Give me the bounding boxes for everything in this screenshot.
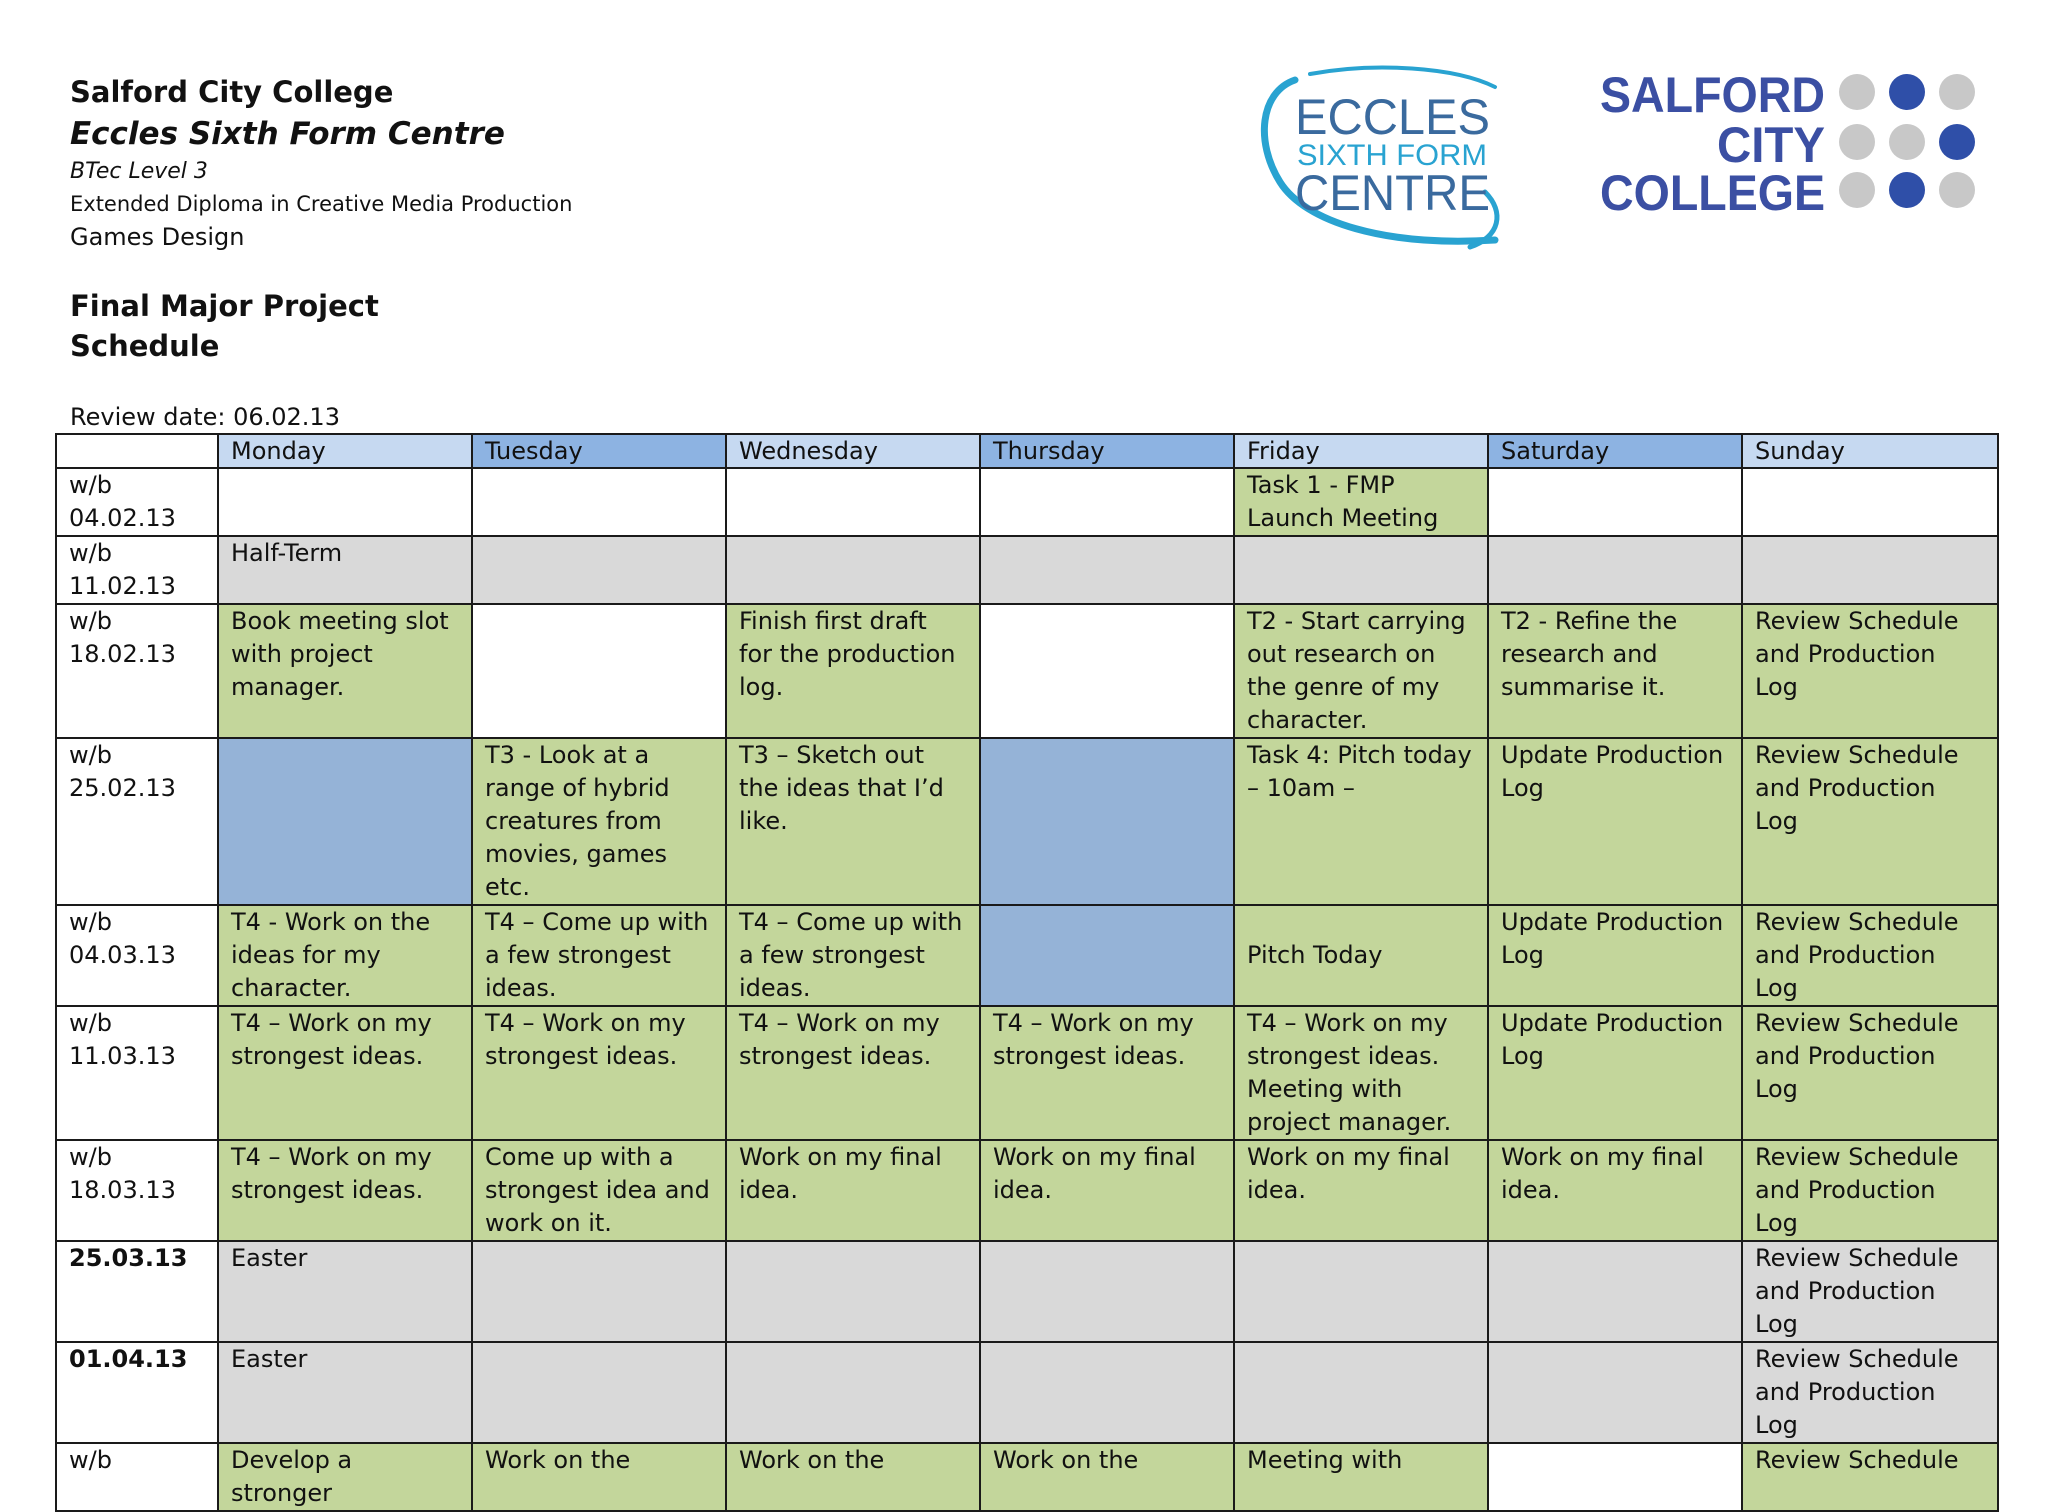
schedule-cell-text: T2 - Start carrying out research on the genre of my character. — [1247, 607, 1466, 734]
week-cell — [56, 1342, 218, 1443]
title-line-1: Final Major Project — [70, 289, 379, 323]
schedule-row — [56, 1006, 1998, 1140]
schedule-cell-text: T4 – Work on my strongest ideas. — [993, 1009, 1194, 1070]
week-cell — [56, 604, 218, 738]
week-label: 18.03.13 — [69, 1176, 176, 1204]
eccles-sixth-form-logo — [1255, 62, 1535, 252]
schedule-cell-text: Update Production Log — [1501, 741, 1724, 802]
schedule-row — [56, 604, 1998, 738]
schedule-cell-sunday — [1742, 905, 1998, 1006]
schedule-cell-friday — [1234, 1006, 1488, 1140]
logo-salford-text: SALFORD — [1600, 67, 1825, 123]
schedule-cell-wednesday — [726, 1241, 980, 1342]
schedule-cell-thursday — [980, 905, 1234, 1006]
schedule-cell-tuesday — [472, 1342, 726, 1443]
schedule-cell-sunday — [1742, 738, 1998, 905]
day-header-thursday: Thursday — [980, 434, 1234, 468]
week-label: w/b — [69, 607, 112, 635]
week-label: 11.03.13 — [69, 1042, 176, 1070]
course-diploma: Extended Diploma in Creative Media Production — [70, 192, 573, 216]
schedule-cell-text: Work on the — [739, 1446, 885, 1474]
schedule-cell-saturday — [1488, 468, 1742, 536]
schedule-cell-wednesday — [726, 905, 980, 1006]
schedule-cell-wednesday — [726, 468, 980, 536]
schedule-cell-text: Finish first draft for the production log. — [739, 607, 956, 701]
week-label: 25.03.13 — [69, 1244, 188, 1272]
week-cell — [56, 1140, 218, 1241]
schedule-cell-text: Develop a stronger — [231, 1446, 353, 1507]
schedule-cell-text: T4 – Work on my strongest ideas. — [231, 1143, 432, 1204]
course-level: BTec Level 3 — [70, 159, 208, 184]
week-cell — [56, 1241, 218, 1342]
schedule-cell-friday — [1234, 1443, 1488, 1511]
schedule-cell-text: Review Schedule and Production Log — [1755, 741, 1959, 835]
week-label: w/b — [69, 1143, 112, 1171]
week-cell — [56, 536, 218, 604]
schedule-cell-sunday — [1742, 468, 1998, 536]
day-header-friday: Friday — [1234, 434, 1488, 468]
schedule-cell-text: T4 – Work on my strongest ideas. Meeting with project manager. — [1247, 1009, 1452, 1136]
schedule-cell-wednesday — [726, 604, 980, 738]
schedule-cell-thursday — [980, 468, 1234, 536]
schedule-cell-text: Task 4: Pitch today – 10am – — [1247, 741, 1472, 802]
schedule-cell-saturday — [1488, 1241, 1742, 1342]
schedule-cell-monday — [218, 536, 472, 604]
schedule-cell-text: T4 – Come up with a few strongest ideas. — [485, 908, 709, 1002]
schedule-cell-text: T3 – Sketch out the ideas that I’d like. — [739, 741, 944, 835]
schedule-cell-monday — [218, 1443, 472, 1511]
course-pathway: Games Design — [70, 223, 245, 251]
week-label: 01.04.13 — [69, 1345, 188, 1373]
schedule-cell-monday — [218, 738, 472, 905]
salford-city-college-logo — [1595, 62, 1995, 222]
schedule-cell-text: Work on my final idea. — [739, 1143, 942, 1204]
week-label: 04.03.13 — [69, 941, 176, 969]
schedule-cell-thursday — [980, 1443, 1234, 1511]
schedule-cell-text: Pitch Today — [1247, 941, 1383, 969]
schedule-cell-wednesday — [726, 536, 980, 604]
schedule-cell-tuesday — [472, 738, 726, 905]
week-label: w/b — [69, 471, 112, 499]
week-label: w/b — [69, 1009, 112, 1037]
schedule-cell-monday — [218, 604, 472, 738]
schedule-table — [55, 433, 1999, 1512]
schedule-cell-text: T4 – Come up with a few strongest ideas. — [739, 908, 963, 1002]
college-name: Salford City College — [70, 75, 394, 109]
schedule-cell-sunday — [1742, 536, 1998, 604]
week-cell — [56, 738, 218, 905]
week-label: 25.02.13 — [69, 774, 176, 802]
schedule-row — [56, 1140, 1998, 1241]
schedule-cell-text: Work on my final idea. — [1247, 1143, 1450, 1204]
week-cell — [56, 905, 218, 1006]
schedule-cell-text: Half-Term — [231, 539, 343, 567]
schedule-cell-text: T3 - Look at a range of hybrid creatures from movies, games etc. — [485, 741, 670, 901]
schedule-cell-wednesday — [726, 738, 980, 905]
schedule-cell-text: Review Schedule — [1755, 1446, 1959, 1474]
schedule-cell-tuesday — [472, 1241, 726, 1342]
title-line-2: Schedule — [70, 329, 220, 363]
day-header-wednesday: Wednesday — [726, 434, 980, 468]
schedule-cell-friday — [1234, 468, 1488, 536]
schedule-cell-thursday — [980, 536, 1234, 604]
week-label: w/b — [69, 741, 112, 769]
day-header-saturday: Saturday — [1488, 434, 1742, 468]
schedule-cell-friday — [1234, 536, 1488, 604]
schedule-cell-saturday — [1488, 1342, 1742, 1443]
schedule-row — [56, 738, 1998, 905]
schedule-cell-monday — [218, 1241, 472, 1342]
schedule-cell-friday — [1234, 1241, 1488, 1342]
week-label: 18.02.13 — [69, 640, 176, 668]
schedule-cell-monday — [218, 905, 472, 1006]
schedule-row — [56, 536, 1998, 604]
schedule-cell-text: Work on my final idea. — [1501, 1143, 1704, 1204]
schedule-cell-text: Update Production Log — [1501, 908, 1724, 969]
week-label: w/b — [69, 1446, 112, 1474]
day-header-sunday: Sunday — [1742, 434, 1998, 468]
schedule-cell-text: Work on my final idea. — [993, 1143, 1196, 1204]
schedule-cell-monday — [218, 1006, 472, 1140]
schedule-cell-tuesday — [472, 1443, 726, 1511]
week-cell — [56, 468, 218, 536]
schedule-cell-text: Work on the — [993, 1446, 1139, 1474]
schedule-cell-sunday — [1742, 1342, 1998, 1443]
schedule-cell-saturday — [1488, 1443, 1742, 1511]
schedule-cell-saturday — [1488, 604, 1742, 738]
schedule-cell-text: Review Schedule and Production Log — [1755, 607, 1959, 701]
schedule-cell-saturday — [1488, 1140, 1742, 1241]
day-header-row — [56, 434, 1998, 468]
schedule-row — [56, 905, 1998, 1006]
schedule-cell-tuesday — [472, 1140, 726, 1241]
week-cell — [56, 1006, 218, 1140]
schedule-cell-wednesday — [726, 1342, 980, 1443]
week-cell — [56, 1443, 218, 1511]
logo-sixth-form-text: SIXTH FORM — [1297, 139, 1487, 172]
schedule-cell-monday — [218, 1342, 472, 1443]
schedule-cell-tuesday — [472, 604, 726, 738]
schedule-cell-thursday — [980, 738, 1234, 905]
schedule-cell-sunday — [1742, 604, 1998, 738]
schedule-cell-text: Meeting with — [1247, 1446, 1403, 1474]
schedule-cell-text: Easter — [231, 1345, 308, 1373]
logo-dots — [1839, 74, 1975, 208]
schedule-cell-friday — [1234, 1140, 1488, 1241]
schedule-cell-thursday — [980, 1342, 1234, 1443]
week-label: 11.02.13 — [69, 572, 176, 600]
schedule-row — [56, 468, 1998, 536]
schedule-cell-text: T4 – Work on my strongest ideas. — [231, 1009, 432, 1070]
schedule-cell-wednesday — [726, 1443, 980, 1511]
schedule-cell-friday — [1234, 604, 1488, 738]
schedule-cell-tuesday — [472, 905, 726, 1006]
schedule-cell-text: Review Schedule and Production Log — [1755, 908, 1959, 1002]
schedule-cell-text: Review Schedule and Production Log — [1755, 1244, 1959, 1338]
schedule-cell-text: Work on the — [485, 1446, 631, 1474]
schedule-cell-text: Easter — [231, 1244, 308, 1272]
week-label: w/b — [69, 539, 112, 567]
schedule-cell-wednesday — [726, 1006, 980, 1140]
schedule-cell-friday — [1234, 1342, 1488, 1443]
schedule-cell-text: Review Schedule and Production Log — [1755, 1009, 1959, 1103]
schedule-cell-text: Come up with a strongest idea and work on it. — [485, 1143, 710, 1237]
schedule-cell-sunday — [1742, 1443, 1998, 1511]
schedule-cell-text: Update Production Log — [1501, 1009, 1724, 1070]
schedule-row — [56, 1241, 1998, 1342]
schedule-cell-tuesday — [472, 1006, 726, 1140]
schedule-cell-sunday — [1742, 1006, 1998, 1140]
logo-eccles-text: ECCLES — [1295, 89, 1490, 145]
schedule-cell-tuesday — [472, 468, 726, 536]
schedule-cell-saturday — [1488, 738, 1742, 905]
page-title — [70, 286, 379, 366]
logo-city-text: CITY — [1717, 117, 1825, 173]
schedule-cell-text: T4 – Work on my strongest ideas. — [739, 1009, 940, 1070]
schedule-cell-thursday — [980, 1241, 1234, 1342]
schedule-cell-monday — [218, 1140, 472, 1241]
schedule-cell-thursday — [980, 1140, 1234, 1241]
week-header-cell — [56, 434, 218, 468]
schedule-cell-friday — [1234, 738, 1488, 905]
schedule-cell-sunday — [1742, 1241, 1998, 1342]
schedule-cell-saturday — [1488, 536, 1742, 604]
schedule-cell-text: Review Schedule and Production Log — [1755, 1143, 1959, 1237]
schedule-cell-text: T4 – Work on my strongest ideas. — [485, 1009, 686, 1070]
schedule-cell-tuesday — [472, 536, 726, 604]
schedule-cell-saturday — [1488, 1006, 1742, 1140]
schedule-cell-thursday — [980, 604, 1234, 738]
centre-name: Eccles Sixth Form Centre — [70, 116, 505, 152]
schedule-row — [56, 1342, 1998, 1443]
schedule-row — [56, 1443, 1998, 1511]
review-date: Review date: 06.02.13 — [70, 403, 340, 431]
logo-college-text: COLLEGE — [1600, 165, 1825, 221]
day-header-monday: Monday — [218, 434, 472, 468]
schedule-cell-wednesday — [726, 1140, 980, 1241]
week-label: 04.02.13 — [69, 504, 176, 532]
schedule-cell-sunday — [1742, 1140, 1998, 1241]
schedule-cell-text: Task 1 - FMP Launch Meeting — [1247, 471, 1439, 532]
document-header — [70, 72, 572, 254]
week-label: w/b — [69, 908, 112, 936]
schedule-cell-saturday — [1488, 905, 1742, 1006]
schedule-cell-friday — [1234, 905, 1488, 1006]
schedule-cell-text: T2 - Refine the research and summarise it. — [1501, 607, 1678, 701]
schedule-cell-text: Review Schedule and Production Log — [1755, 1345, 1959, 1439]
schedule-cell-thursday — [980, 1006, 1234, 1140]
logo-centre-text: CENTRE — [1295, 165, 1490, 221]
day-header-tuesday: Tuesday — [472, 434, 726, 468]
schedule-cell-text: Book meeting slot with project manager. — [231, 607, 449, 701]
schedule-cell-text: T4 - Work on the ideas for my character. — [231, 908, 431, 1002]
schedule-cell-monday — [218, 468, 472, 536]
